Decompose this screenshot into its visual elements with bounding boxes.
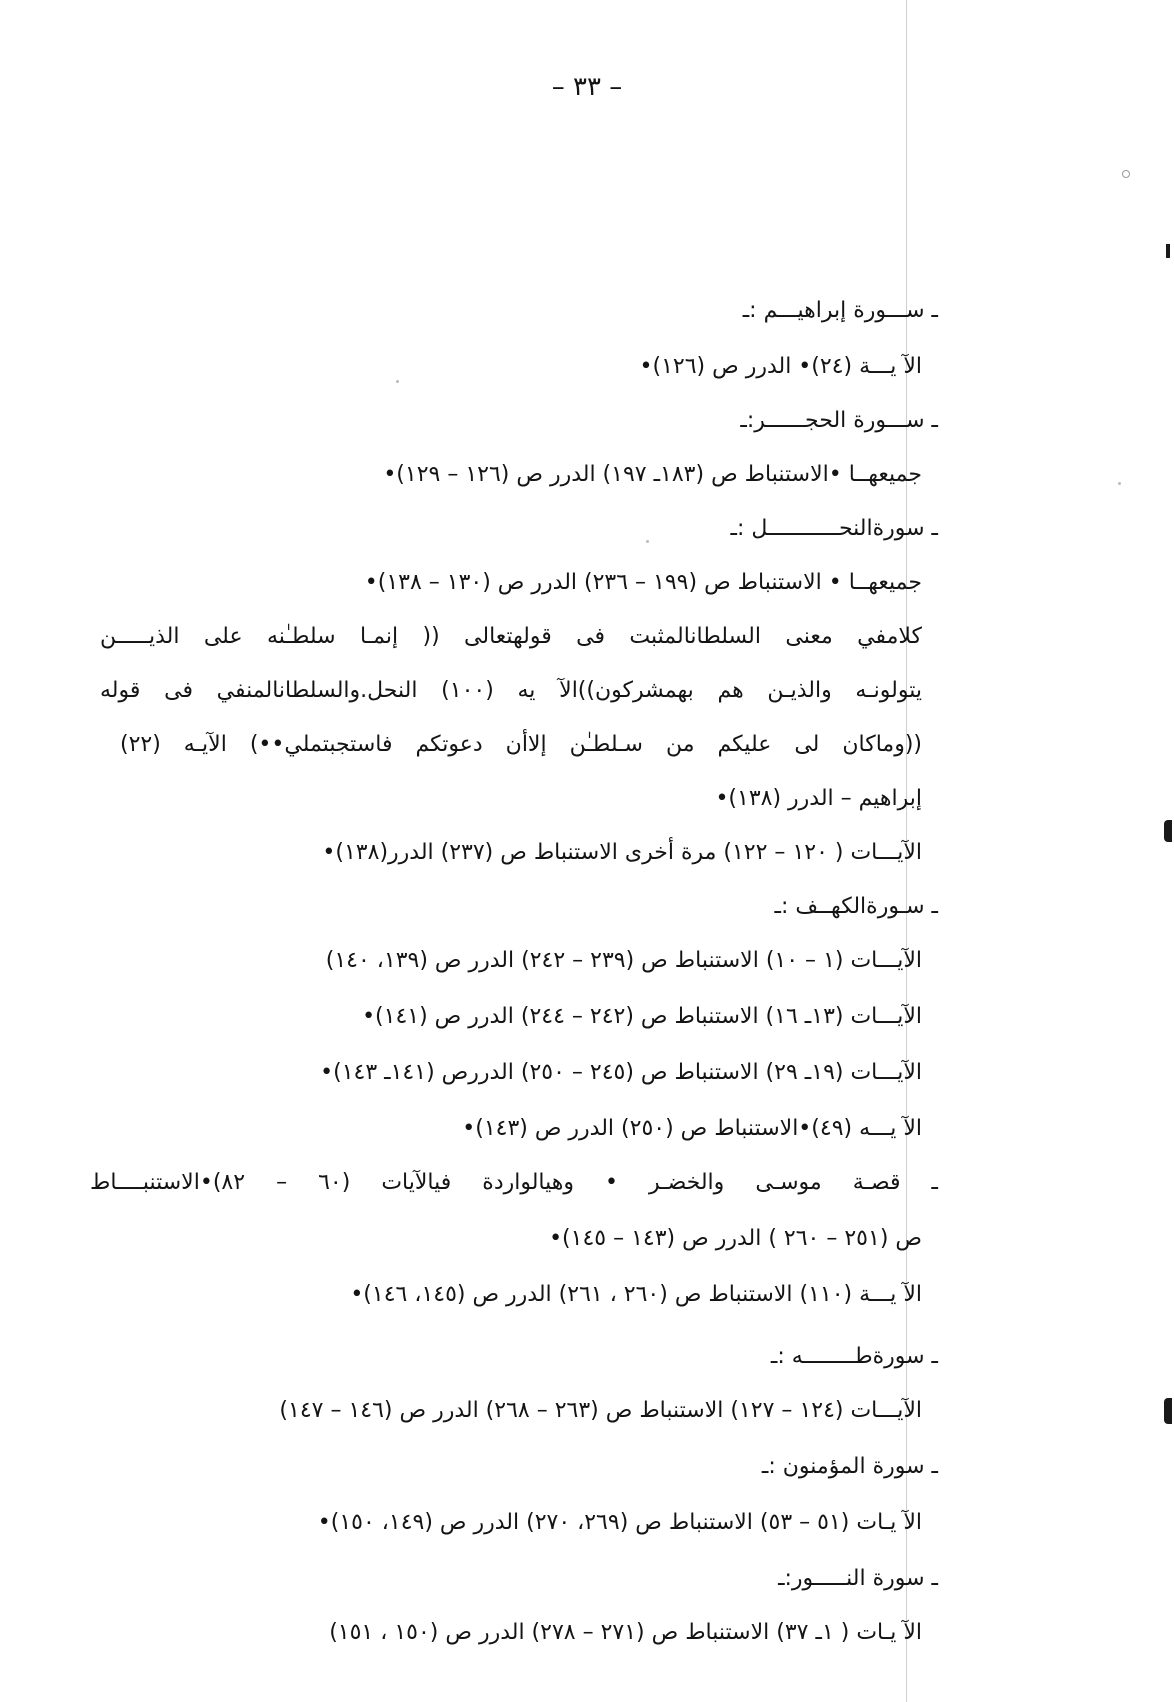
kahf-entry-4: الآ يـــه (٤٩)•الاستنباط ص (٢٥٠) الدرر ص (١٤٣)• (462, 1116, 922, 1141)
page-number: – ٣٣ – (551, 72, 623, 102)
nahl-other-entry: الآيـــات ( ١٢٠ – ١٢٢) مرة أخرى الاستنباط ص (٢٣٧) الدرر(١٣٨)• (322, 840, 922, 865)
musa-khidr-line-1: ـ قصـة موسـى والخضـر • وهيالواردة فيالآيات (٦٠ – ٨٢)•الاستنبــــاط (90, 1170, 938, 1195)
surah-muminun-heading: ـ سورة المؤمنون :ـ (761, 1454, 938, 1479)
scan-edge-mark (1164, 820, 1172, 842)
nahl-note-line-1: كلامفي معنى السلطانالمثبت فى قولهتعالى (( إنمـا سلطـٰنه على الذيـــــن (100, 624, 922, 649)
surah-kahf-heading: ـ سـورةالكهــف :ـ (774, 894, 938, 919)
scan-edge-mark (1166, 244, 1170, 258)
scan-speck (396, 380, 399, 383)
kahf-entry-1: الآيـــات (١ – ١٠) الاستنباط ص (٢٣٩ – ٢٤٢) الدرر ص (١٣٩، ١٤٠) (325, 948, 922, 973)
scan-edge-mark (1164, 1398, 1172, 1424)
muminun-entry: الآ يـات (٥١ – ٥٣) الاستنباط ص (٢٦٩، ٢٧٠) الدرر ص (١٤٩، ١٥٠)• (317, 1510, 922, 1535)
scan-speck (1118, 482, 1121, 485)
surah-nur-heading: ـ سورة النـــــور:ـ (778, 1566, 938, 1591)
surah-ibrahim-heading: ـ ســـورة إبراهيـــم :ـ (742, 298, 938, 323)
kahf-entry-2: الآيـــات (١٣ـ ١٦) الاستنباط ص (٢٤٢ – ٢٤٤) الدرر ص (١٤١)• (362, 1004, 922, 1029)
nahl-note-line-3: ((وماكان لى عليكم من سـلطـٰن إلاأن دعوتكم فاستجبتملي••) الآيـه (٢٢) (120, 732, 922, 757)
scan-speck (1122, 170, 1130, 178)
kahf-entry-3: الآيـــات (١٩ـ ٢٩) الاستنباط ص (٢٤٥ – ٢٥٠) الدررص (١٤١ـ ١٤٣)• (320, 1060, 922, 1085)
kahf-entry-5: الآ يـــة (١١٠) الاستنباط ص (٢٦٠ ، ٢٦١) الدرر ص (١٤٥، ١٤٦)• (350, 1282, 922, 1307)
musa-khidr-line-2: ص (٢٥١ – ٢٦٠ ) الدرر ص (١٤٣ – ١٤٥)• (549, 1226, 922, 1251)
hijr-entry: جميعهــا •الاستنباط ص (١٨٣ـ ١٩٧) الدرر ص (١٢٦ – ١٢٩)• (383, 462, 922, 487)
scan-speck (646, 540, 649, 543)
taha-entry: الآيـــات (١٢٤ – ١٢٧) الاستنباط ص (٢٦٣ – ٢٦٨) الدرر ص (١٤٦ – ١٤٧) (279, 1398, 922, 1423)
nahl-note-line-2: يتولونـه والذيـن هم بهمشركون))الآ يه (١٠٠) النحل.والسلطانالمنفي فى قوله (100, 678, 922, 703)
nur-entry: الآ يـات ( ١ـ ٣٧) الاستنباط ص (٢٧١ – ٢٧٨) الدرر ص (١٥٠ ، ١٥١) (329, 1620, 922, 1645)
nahl-note-line-4: إبراهيم – الدرر (١٣٨)• (715, 786, 922, 811)
ibrahim-entry: الآ يـــة (٢٤)• الدرر ص (١٢٦)• (639, 354, 922, 379)
nahl-entry: جميعهــا • الاستنباط ص (١٩٩ – ٢٣٦) الدرر ص (١٣٠ – ١٣٨)• (364, 570, 922, 595)
surah-taha-heading: ـ سورةطــــــــه :ـ (770, 1344, 938, 1369)
surah-nahl-heading: ـ سورةالنحـــــــــــل :ـ (730, 516, 938, 541)
surah-hijr-heading: ـ ســـورة الحجــــــر:ـ (740, 408, 938, 433)
